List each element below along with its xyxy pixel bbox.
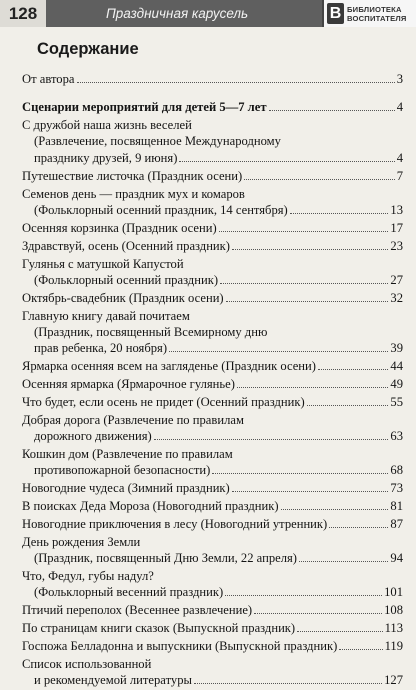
- toc-entry: [22, 290, 403, 306]
- toc-entry-last-line: [22, 394, 403, 410]
- toc-entry: [22, 376, 403, 392]
- toc-entry-last-line: [22, 238, 403, 254]
- toc-entry-title: прав ребенка, 20 ноября): [34, 341, 168, 356]
- toc-entry-last-line: [22, 358, 403, 374]
- toc-entry-last-line: [22, 290, 403, 306]
- dot-leader: [254, 613, 382, 614]
- toc-page-number: 113: [384, 621, 403, 636]
- toc-page-number: 44: [390, 359, 403, 374]
- toc-entry-line: Семенов день — праздник мух и комаров: [22, 186, 245, 201]
- toc-page-number: 4: [396, 100, 403, 115]
- toc-entry-line: (Развлечение, посвященное Международному: [34, 134, 281, 149]
- toc-page-number: 108: [384, 603, 403, 618]
- toc-entry: [22, 638, 403, 654]
- running-title: Праздничная карусель: [46, 0, 322, 27]
- dot-leader: [154, 439, 389, 440]
- dot-leader: [269, 110, 395, 111]
- table-of-contents: [22, 71, 403, 690]
- toc-entry-last-line: [22, 99, 403, 115]
- toc-entry-line: Главную книгу давай почитаем: [22, 308, 190, 323]
- toc-entry: [22, 498, 403, 514]
- toc-entry: [22, 516, 403, 532]
- toc-entry: [22, 168, 403, 184]
- toc-entry-last-line: [22, 672, 403, 688]
- toc-page-number: 101: [384, 585, 403, 600]
- toc-page-number: 32: [390, 290, 403, 305]
- toc-page-number: 87: [390, 516, 403, 531]
- toc-page-number: 23: [390, 238, 403, 253]
- toc-page-number: 39: [390, 341, 403, 356]
- toc-entry-last-line: [22, 428, 403, 444]
- series-logo-line2: ВОСПИТАТЕЛЯ: [347, 13, 407, 23]
- toc-page-number: 49: [390, 376, 403, 391]
- toc-entry-last-line: [22, 620, 403, 636]
- dot-leader: [194, 683, 382, 684]
- toc-entry: [22, 220, 403, 236]
- toc-entry: [22, 71, 403, 87]
- dot-leader: [220, 283, 388, 284]
- toc-entry-title: Осенняя корзинка (Праздник осени): [22, 220, 217, 235]
- toc-entry-last-line: [22, 272, 403, 288]
- toc-entry-title: От автора: [22, 72, 75, 86]
- dot-leader: [77, 82, 395, 83]
- toc-entry-last-line: [22, 168, 403, 184]
- toc-entry-title: (Фольклорный осенний праздник): [34, 272, 219, 287]
- toc-entry-title: Ярмарка осенняя всем на загляденье (Праздник осени): [22, 359, 316, 374]
- toc-entry: [22, 412, 403, 445]
- series-logo-text: [347, 5, 407, 23]
- toc-entry: [22, 602, 403, 618]
- toc-entry-title: Сценарии мероприятий для детей 5—7 лет: [22, 100, 267, 115]
- toc-entry-line: (Праздник, посвященный Всемирному дню: [34, 324, 268, 339]
- dot-leader: [219, 231, 389, 232]
- series-logo: [322, 0, 416, 27]
- dot-leader: [226, 301, 389, 302]
- dot-leader: [329, 527, 388, 528]
- dot-leader: [179, 161, 394, 162]
- toc-entry: [22, 117, 403, 166]
- dot-leader: [290, 213, 389, 214]
- toc-entry-last-line: [22, 376, 403, 392]
- dot-leader: [307, 405, 389, 406]
- toc-entry: [22, 620, 403, 636]
- toc-entry-title: дорожного движения): [34, 429, 152, 444]
- toc-entry-line: Кошкин дом (Развлечение по правилам: [22, 446, 233, 461]
- toc-entry-title: празднику друзей, 9 июня): [34, 150, 178, 165]
- toc-entry: [22, 656, 403, 689]
- toc-entry-last-line: [22, 150, 403, 166]
- toc-page-number: 68: [390, 463, 403, 478]
- toc-page-number: 94: [390, 551, 403, 566]
- dot-leader: [232, 491, 389, 492]
- toc-page-number: 127: [384, 673, 403, 688]
- toc-page-number: 63: [390, 429, 403, 444]
- page-title: Содержание: [37, 40, 139, 58]
- toc-entry-title: Осенняя ярмарка (Ярмарочное гулянье): [22, 376, 235, 391]
- toc-entry-title: Новогодние приключения в лесу (Новогодний утренник): [22, 516, 328, 531]
- dot-leader: [212, 473, 388, 474]
- toc-entry-line: С дружбой наша жизнь веселей: [22, 118, 192, 133]
- toc-page-number: 27: [390, 272, 403, 287]
- toc-entry: [22, 99, 403, 115]
- toc-entry: [22, 256, 403, 289]
- toc-page-number: 17: [390, 220, 403, 235]
- toc-entry: [22, 358, 403, 374]
- page-number: 128: [0, 0, 46, 27]
- toc-entry-title: противопожарной безопасности): [34, 463, 211, 478]
- dot-leader: [339, 649, 382, 650]
- toc-entry-title: (Фольклорный весенний праздник): [34, 585, 224, 600]
- toc-entry-title: Здравствуй, осень (Осенний праздник): [22, 238, 230, 253]
- toc-entry-last-line: [22, 202, 403, 218]
- toc-entry-last-line: [22, 340, 403, 356]
- toc-page-number: 3: [396, 72, 403, 86]
- toc-entry-title: Новогодние чудеса (Зимний праздник): [22, 481, 230, 496]
- toc-entry-last-line: [22, 516, 403, 532]
- toc-page-number: 7: [396, 168, 403, 183]
- toc-page-number: 13: [390, 202, 403, 217]
- running-header: [0, 0, 416, 27]
- series-logo-letter: В: [327, 3, 344, 24]
- dot-leader: [299, 561, 388, 562]
- toc-page-number: 4: [396, 150, 403, 165]
- dot-leader: [244, 179, 394, 180]
- toc-entry-title: Путешествие листочка (Праздник осени): [22, 168, 243, 183]
- toc-entry-title: (Фольклорный осенний праздник, 14 сентября): [34, 202, 288, 217]
- toc-entry-last-line: [22, 638, 403, 654]
- toc-entry-title: и рекомендуемой литературы: [34, 673, 192, 688]
- toc-entry: [22, 446, 403, 479]
- toc-entry-title: По страницам книги сказок (Выпускной праздник): [22, 621, 296, 636]
- dot-leader: [232, 249, 388, 250]
- toc-entry-last-line: [22, 71, 403, 87]
- toc-entry: [22, 534, 403, 567]
- toc-entry-line: Добрая дорога (Развлечение по правилам: [22, 412, 244, 427]
- toc-entry: [22, 394, 403, 410]
- toc-entry-last-line: [22, 462, 403, 478]
- toc-entry-last-line: [22, 498, 403, 514]
- toc-entry-title: (Праздник, посвященный Дню Земли, 22 апреля): [34, 551, 297, 566]
- toc-page-number: 73: [390, 481, 403, 496]
- toc-entry-last-line: [22, 550, 403, 566]
- toc-entry-line: Список использованной: [22, 656, 152, 671]
- dot-leader: [281, 509, 389, 510]
- toc-entry-title: В поисках Деда Мороза (Новогодний праздник): [22, 499, 279, 514]
- toc-entry-title: Что будет, если осень не придет (Осенний праздник): [22, 394, 305, 409]
- toc-entry-line: День рождения Земли: [22, 534, 141, 549]
- toc-entry: [22, 568, 403, 601]
- toc-entry: [22, 480, 403, 496]
- dot-leader: [169, 351, 388, 352]
- toc-entry-title: Октябрь-свадебник (Праздник осени): [22, 290, 224, 305]
- dot-leader: [225, 595, 382, 596]
- toc-entry-last-line: [22, 602, 403, 618]
- toc-entry-title: Птичий переполох (Весеннее развлечение): [22, 603, 253, 618]
- toc-entry: [22, 238, 403, 254]
- toc-page-number: 81: [390, 499, 403, 514]
- toc-entry-line: Гулянья с матушкой Капустой: [22, 256, 184, 271]
- toc-page-number: 119: [384, 638, 403, 653]
- toc-entry-title: Госпожа Белладонна и выпускники (Выпускной праздник): [22, 638, 338, 653]
- toc-entry-line: Что, Федул, губы надул?: [22, 569, 154, 583]
- dot-leader: [297, 631, 382, 632]
- dot-leader: [318, 369, 388, 370]
- series-logo-line1: БИБЛИОТЕКА: [347, 4, 402, 14]
- toc-entry-last-line: [22, 584, 403, 600]
- dot-leader: [237, 387, 388, 388]
- toc-entry-last-line: [22, 220, 403, 236]
- toc-entry: [22, 186, 403, 219]
- toc-entry: [22, 308, 403, 357]
- toc-entry-last-line: [22, 480, 403, 496]
- toc-page-number: 55: [390, 394, 403, 409]
